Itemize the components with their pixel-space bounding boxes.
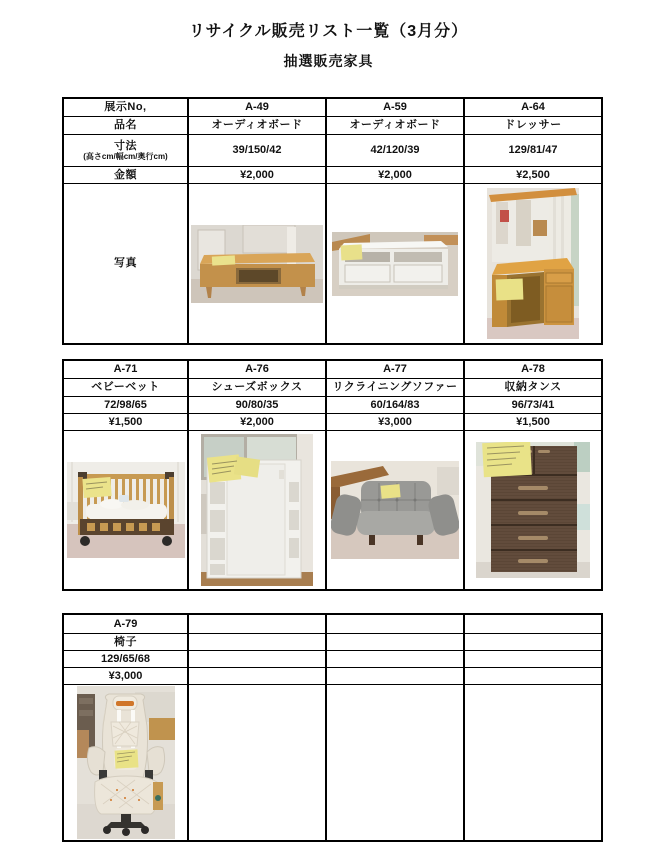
photo-a78-storage-chest <box>476 442 590 578</box>
photo-a64-dresser-with-mirror <box>487 188 579 339</box>
item-price-a49: ¥2,000 <box>189 167 327 184</box>
exhibit-no-a79: A-79 <box>64 615 189 634</box>
item-price-a59: ¥2,000 <box>327 167 465 184</box>
page-title: リサイクル販売リスト一覧（3月分） <box>188 23 469 40</box>
exhibit-no-a77: A-77 <box>327 361 465 379</box>
item-price-a71: ¥1,500 <box>64 414 189 431</box>
item-name-empty-2 <box>327 634 465 651</box>
exhibit-no-a71: A-71 <box>64 361 189 379</box>
photo-cell-empty-3 <box>465 685 601 840</box>
photo-cell-a59 <box>327 184 465 343</box>
photo-a59-white-audio-board <box>332 232 458 296</box>
exhibit-no-a64: A-64 <box>465 99 601 117</box>
furniture-table-1 <box>62 97 603 345</box>
item-name-a79: 椅子 <box>64 634 189 651</box>
photo-cell-a64 <box>465 184 601 343</box>
photo-a79-gaming-chair <box>77 686 175 839</box>
item-price-a79: ¥3,000 <box>64 668 189 685</box>
page-subtitle: 抽選販売家具 <box>283 53 374 69</box>
photo-a49-wood-audio-board <box>191 225 323 303</box>
row-label-exhibit-no: 展示No, <box>64 99 189 117</box>
exhibit-no-empty-1 <box>189 615 327 634</box>
exhibit-no-a59: A-59 <box>327 99 465 117</box>
photo-cell-empty-2 <box>327 685 465 840</box>
item-price-empty-2 <box>327 668 465 685</box>
exhibit-no-empty-3 <box>465 615 601 634</box>
furniture-table-3 <box>62 613 603 842</box>
item-name-a76: シューズボックス <box>189 379 327 397</box>
item-price-empty-3 <box>465 668 601 685</box>
photo-cell-empty-1 <box>189 685 327 840</box>
item-name-a59: オーディオボード <box>327 117 465 135</box>
item-name-a78: 収納タンス <box>465 379 601 397</box>
item-name-a64: ドレッサー <box>465 117 601 135</box>
item-name-a49: オーディオボード <box>189 117 327 135</box>
item-price-a64: ¥2,500 <box>465 167 601 184</box>
photo-cell-a49 <box>189 184 327 343</box>
item-size-empty-2 <box>327 651 465 668</box>
photo-cell-a71 <box>64 431 189 589</box>
row-label-photo: 写真 <box>64 184 189 343</box>
item-price-a77: ¥3,000 <box>327 414 465 431</box>
item-size-a64: 129/81/47 <box>465 135 601 167</box>
photo-cell-a79 <box>64 685 189 840</box>
photo-a77-reclining-sofa <box>331 461 459 559</box>
item-size-a79: 129/65/68 <box>64 651 189 668</box>
size-label: 寸法 <box>114 139 137 152</box>
item-name-a77: リクライニングソファー <box>327 379 465 397</box>
item-size-empty-1 <box>189 651 327 668</box>
item-size-a76: 90/80/35 <box>189 397 327 414</box>
item-size-empty-3 <box>465 651 601 668</box>
photo-cell-a78 <box>465 431 601 589</box>
item-size-a77: 60/164/83 <box>327 397 465 414</box>
photo-cell-a76 <box>189 431 327 589</box>
row-label-size <box>64 135 189 167</box>
exhibit-no-a78: A-78 <box>465 361 601 379</box>
exhibit-no-a76: A-76 <box>189 361 327 379</box>
item-size-a59: 42/120/39 <box>327 135 465 167</box>
item-price-empty-1 <box>189 668 327 685</box>
item-size-a78: 96/73/41 <box>465 397 601 414</box>
row-label-price: 金額 <box>64 167 189 184</box>
item-name-empty-3 <box>465 634 601 651</box>
photo-a76-shoe-box <box>201 434 313 586</box>
size-unit-note: (高さcm/幅cm/奥行cm) <box>83 152 168 162</box>
exhibit-no-empty-2 <box>327 615 465 634</box>
row-label-item-name: 品名 <box>64 117 189 135</box>
exhibit-no-a49: A-49 <box>189 99 327 117</box>
item-size-a71: 72/98/65 <box>64 397 189 414</box>
photo-cell-a77 <box>327 431 465 589</box>
item-price-a76: ¥2,000 <box>189 414 327 431</box>
item-name-a71: ベビーベット <box>64 379 189 397</box>
item-price-a78: ¥1,500 <box>465 414 601 431</box>
item-size-a49: 39/150/42 <box>189 135 327 167</box>
furniture-table-2 <box>62 359 603 591</box>
item-name-empty-1 <box>189 634 327 651</box>
photo-a71-baby-crib <box>67 462 185 558</box>
